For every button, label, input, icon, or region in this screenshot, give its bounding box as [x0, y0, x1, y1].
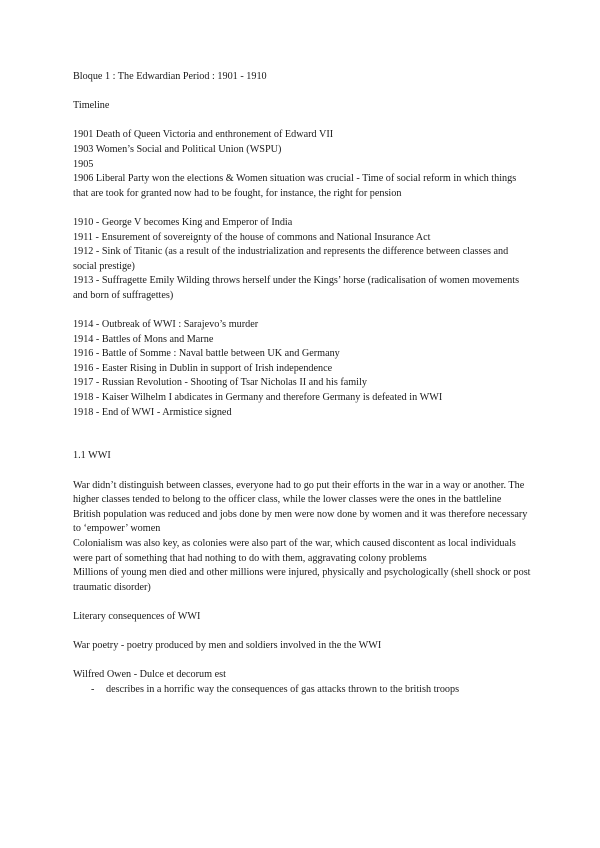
timeline-entry: 1914 - Battles of Mons and Marne	[73, 333, 214, 345]
timeline-entry: 1906 Liberal Party won the elections & Women situation was crucial - Time of social reform in which things that are took for granted now had to be fought, for instance, the right for pension	[73, 173, 517, 199]
timeline-heading: Timeline	[73, 100, 110, 112]
document-title: Bloque 1 : The Edwardian Period : 1901 - 1910	[73, 71, 267, 82]
timeline-entry: 1905	[73, 158, 94, 170]
timeline-group-2	[73, 216, 533, 304]
paragraph: War didn’t distinguish between classes, everyone had to go put their efforts in the war in a way or another. The higher classes tended to belong to the officer class, while the lower classes were the ones in the battleline	[73, 479, 525, 506]
bullet-text: describes in a horrific way the consequences of gas attacks thrown to the british troops	[106, 683, 460, 695]
spacer	[73, 595, 533, 610]
paragraph: Millions of young men died and other millions were injured, physically and psychologically (shell shock or post traumatic disorder)	[73, 567, 531, 593]
timeline-entry: 1918 - Kaiser Wilhelm I abdicates in Germany and therefore Germany is defeated in WWI	[73, 392, 443, 404]
timeline-entry: 1916 - Battle of Somme : Naval battle between UK and Germany	[73, 348, 340, 360]
timeline-group-3	[73, 318, 533, 420]
wwi-paragraphs	[73, 479, 533, 596]
timeline-entry: 1916 - Easter Rising in Dublin in support of Irish independence	[73, 362, 333, 374]
spacer	[73, 85, 533, 100]
bullet-marker: -	[91, 683, 95, 695]
spacer	[73, 304, 533, 319]
timeline-entry: 1917 - Russian Revolution - Shooting of Tsar Nicholas II and his family	[73, 377, 367, 389]
spacer	[73, 114, 533, 129]
timeline-entry: 1911 - Ensurement of sovereignty of the house of commons and National Insurance Act	[73, 231, 431, 243]
war-poetry-definition: War poetry - poetry produced by men and soldiers involved in the the WWI	[73, 640, 382, 652]
spacer	[73, 654, 533, 669]
bullet-item	[73, 683, 533, 698]
timeline-entry: 1912 - Sink of Titanic (as a result of the industrialization and represents the difference between classes and social prestige)	[73, 246, 509, 272]
timeline-entry: 1914 - Outbreak of WWI : Sarajevo’s murder	[73, 319, 259, 331]
timeline-entry: 1901 Death of Queen Victoria and enthronement of Edward VII	[73, 129, 334, 141]
timeline-entry: 1913 - Suffragette Emily Wilding throws herself under the Kings’ horse (radicalisation of women movements and born of suffragettes)	[73, 275, 520, 301]
literary-consequences-heading: Literary consequences of WWI	[73, 610, 201, 622]
poem-heading: Wilfred Owen - Dulce et decorum est	[73, 669, 226, 681]
document-page	[73, 70, 533, 698]
timeline-entry: 1918 - End of WWI - Armistice signed	[73, 406, 232, 418]
section-heading-wwi: 1.1 WWI	[73, 450, 111, 462]
paragraph: British population was reduced and jobs done by men were now done by women and it was therefore necessary to ‘empower’ women	[73, 508, 528, 535]
spacer	[73, 420, 533, 449]
spacer	[73, 201, 533, 216]
timeline-group-1	[73, 128, 533, 201]
spacer	[73, 464, 533, 479]
timeline-entry: 1903 Women’s Social and Political Union (WSPU)	[73, 143, 282, 155]
spacer	[73, 625, 533, 640]
paragraph: Colonialism was also key, as colonies were also part of the war, which caused discontent as local individuals were part of something that had nothing to do with them, aggravating colony problems	[73, 538, 516, 564]
timeline-entry: 1910 - George V becomes King and Emperor of India	[73, 216, 293, 228]
